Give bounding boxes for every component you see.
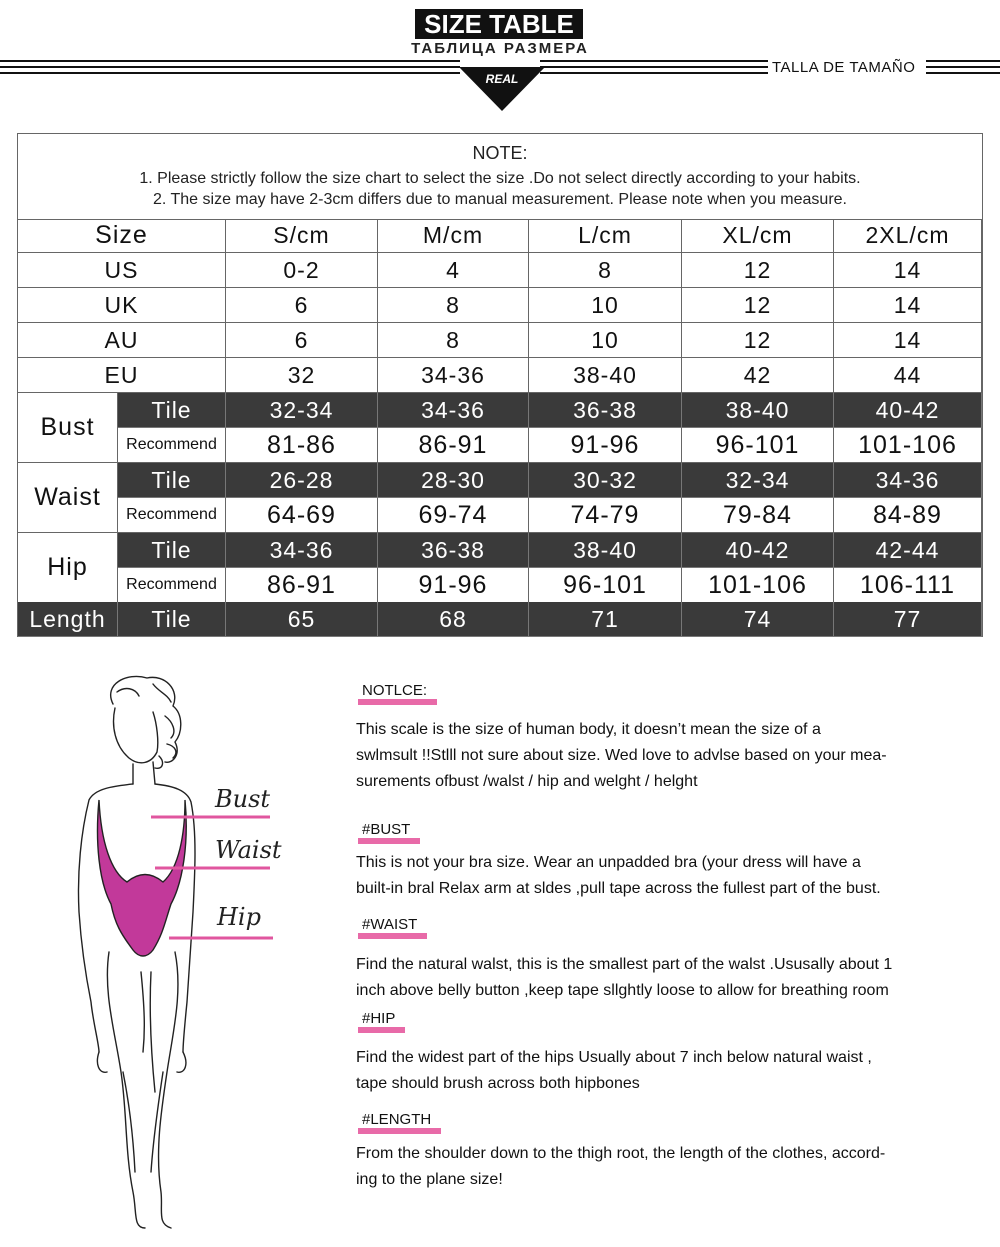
- tile-value-cell: 28-30: [378, 463, 529, 498]
- header-rule: [0, 60, 460, 62]
- tile-value-cell: 34-36: [834, 463, 982, 498]
- region-value-cell: 6: [226, 323, 378, 358]
- measure-group-label: Waist: [18, 463, 118, 533]
- length-value-cell: 65: [226, 602, 378, 637]
- region-value-cell: 10: [529, 323, 682, 358]
- recommend-label-cell: Recommend: [118, 428, 226, 463]
- size-column-header: L/cm: [529, 219, 682, 253]
- region-label-cell: EU: [18, 358, 226, 393]
- length-line-2: ing to the plane size!: [356, 1171, 503, 1188]
- region-value-cell: 6: [226, 288, 378, 323]
- region-value-cell: 34-36: [378, 358, 529, 393]
- region-value-cell: 44: [834, 358, 982, 393]
- woman-outline-illustration: [55, 672, 305, 1232]
- region-label-cell: US: [18, 253, 226, 288]
- header-rule: [926, 66, 1000, 68]
- tile-label-cell: Tile: [118, 463, 226, 498]
- note-line-1: 1. Please strictly follow the size chart to select the size .Do not select directly according to your habits.: [139, 170, 861, 187]
- measure-group-label: Bust: [18, 393, 118, 463]
- header-rule: [0, 72, 460, 74]
- waist-figure-label: Waist: [215, 836, 282, 864]
- header-rule: [540, 66, 768, 68]
- region-value-cell: 8: [378, 288, 529, 323]
- region-label-cell: AU: [18, 323, 226, 358]
- hip-paragraph: [356, 1045, 976, 1097]
- size-table-title: SIZE TABLE: [415, 9, 583, 39]
- length-tag: #LENGTH: [358, 1111, 435, 1130]
- size-column-header: S/cm: [226, 219, 378, 253]
- recommend-value-cell: 69-74: [378, 498, 529, 533]
- hip-line-2: tape should brush across both hipbones: [356, 1075, 640, 1092]
- recommend-value-cell: 86-91: [378, 428, 529, 463]
- region-value-cell: 12: [682, 288, 834, 323]
- length-value-cell: 77: [834, 602, 982, 637]
- recommend-value-cell: 101-106: [834, 428, 982, 463]
- tile-value-cell: 30-32: [529, 463, 682, 498]
- header-rule: [540, 60, 768, 62]
- russian-subtitle: ТАБЛИЦА РАЗМЕРА: [411, 40, 589, 57]
- hip-figure-label: Hip: [217, 903, 261, 931]
- tile-label-cell: Tile: [118, 533, 226, 568]
- real-badge: REAL: [485, 72, 519, 86]
- region-value-cell: 32: [226, 358, 378, 393]
- region-label-cell: UK: [18, 288, 226, 323]
- recommend-value-cell: 81-86: [226, 428, 378, 463]
- tile-value-cell: 34-36: [226, 533, 378, 568]
- note-title: NOTE:: [472, 143, 528, 163]
- hip-tag: #HIP: [358, 1010, 399, 1029]
- length-value-cell: 74: [682, 602, 834, 637]
- waist-line-2: inch above belly button ,keep tape sllghtly loose to allow for breathing room: [356, 982, 889, 999]
- note-line-2: 2. The size may have 2-3cm differs due to manual measurement. Please note when you measure.: [153, 191, 847, 208]
- notice-tag: NOTLCE:: [358, 682, 431, 701]
- length-label-cell: Length: [18, 602, 118, 637]
- bust-tag: #BUST: [358, 821, 414, 840]
- recommend-label-cell: Recommend: [118, 498, 226, 533]
- spanish-subtitle: TALLA DE TAMAÑO: [772, 59, 916, 76]
- note-box: [18, 134, 982, 220]
- notice-line-3: surements ofbust /walst / hip and welght / helght: [356, 773, 698, 790]
- measure-group-label: Hip: [18, 533, 118, 603]
- region-value-cell: 10: [529, 288, 682, 323]
- bust-line-1: This is not your bra size. Wear an unpadded bra (your dress will have a: [356, 854, 861, 871]
- length-value-cell: 71: [529, 602, 682, 637]
- region-value-cell: 0-2: [226, 253, 378, 288]
- tile-label-cell: Tile: [118, 393, 226, 428]
- swimsuit-shape: [98, 800, 187, 956]
- recommend-value-cell: 91-96: [378, 568, 529, 603]
- recommend-value-cell: 96-101: [529, 568, 682, 603]
- header-rule: [926, 72, 1000, 74]
- tile-value-cell: 32-34: [682, 463, 834, 498]
- header-rule: [540, 72, 768, 74]
- recommend-value-cell: 91-96: [529, 428, 682, 463]
- recommend-value-cell: 74-79: [529, 498, 682, 533]
- header-rule: [0, 66, 460, 68]
- body-measurement-figure: [55, 672, 305, 1232]
- region-value-cell: 38-40: [529, 358, 682, 393]
- length-value-cell: 68: [378, 602, 529, 637]
- region-value-cell: 12: [682, 253, 834, 288]
- length-tile-label-cell: Tile: [118, 602, 226, 637]
- size-table: [17, 133, 983, 637]
- recommend-value-cell: 84-89: [834, 498, 982, 533]
- tile-value-cell: 36-38: [529, 393, 682, 428]
- bust-line-2: built-in bral Relax arm at sldes ,pull tape across the fullest part of the bust.: [356, 880, 881, 897]
- notice-line-2: swlmsult !!Stlll not sure about size. Wed love to advlse based on your mea-: [356, 747, 887, 764]
- tile-value-cell: 34-36: [378, 393, 529, 428]
- bust-figure-label: Bust: [215, 785, 271, 813]
- tile-value-cell: 42-44: [834, 533, 982, 568]
- region-value-cell: 4: [378, 253, 529, 288]
- region-value-cell: 8: [378, 323, 529, 358]
- size-column-header: M/cm: [378, 219, 529, 253]
- waist-line-1: Find the natural walst, this is the smallest part of the walst .Ususally about 1: [356, 956, 893, 973]
- recommend-value-cell: 86-91: [226, 568, 378, 603]
- waist-tag: #WAIST: [358, 916, 421, 935]
- region-value-cell: 42: [682, 358, 834, 393]
- tile-value-cell: 38-40: [682, 393, 834, 428]
- recommend-value-cell: 79-84: [682, 498, 834, 533]
- size-header-cell: Size: [18, 219, 226, 253]
- length-line-1: From the shoulder down to the thigh root, the length of the clothes, accord-: [356, 1145, 886, 1162]
- bust-paragraph: [356, 850, 976, 902]
- recommend-value-cell: 64-69: [226, 498, 378, 533]
- size-column-header: XL/cm: [682, 219, 834, 253]
- region-value-cell: 12: [682, 323, 834, 358]
- recommend-value-cell: 101-106: [682, 568, 834, 603]
- header-rule: [926, 60, 1000, 62]
- region-value-cell: 14: [834, 253, 982, 288]
- notice-paragraph: [356, 717, 976, 795]
- recommend-value-cell: 96-101: [682, 428, 834, 463]
- length-paragraph: [356, 1141, 976, 1193]
- recommend-value-cell: 106-111: [834, 568, 982, 603]
- recommend-label-cell: Recommend: [118, 568, 226, 603]
- tile-value-cell: 26-28: [226, 463, 378, 498]
- region-value-cell: 14: [834, 288, 982, 323]
- tile-value-cell: 36-38: [378, 533, 529, 568]
- tile-value-cell: 32-34: [226, 393, 378, 428]
- region-value-cell: 14: [834, 323, 982, 358]
- size-column-header: 2XL/cm: [834, 219, 982, 253]
- notice-line-1: This scale is the size of human body, it doesn’t mean the size of a: [356, 721, 821, 738]
- tile-value-cell: 40-42: [682, 533, 834, 568]
- waist-paragraph: [356, 952, 976, 1004]
- tile-value-cell: 38-40: [529, 533, 682, 568]
- hip-line-1: Find the widest part of the hips Usually about 7 inch below natural waist ,: [356, 1049, 872, 1066]
- tile-value-cell: 40-42: [834, 393, 982, 428]
- region-value-cell: 8: [529, 253, 682, 288]
